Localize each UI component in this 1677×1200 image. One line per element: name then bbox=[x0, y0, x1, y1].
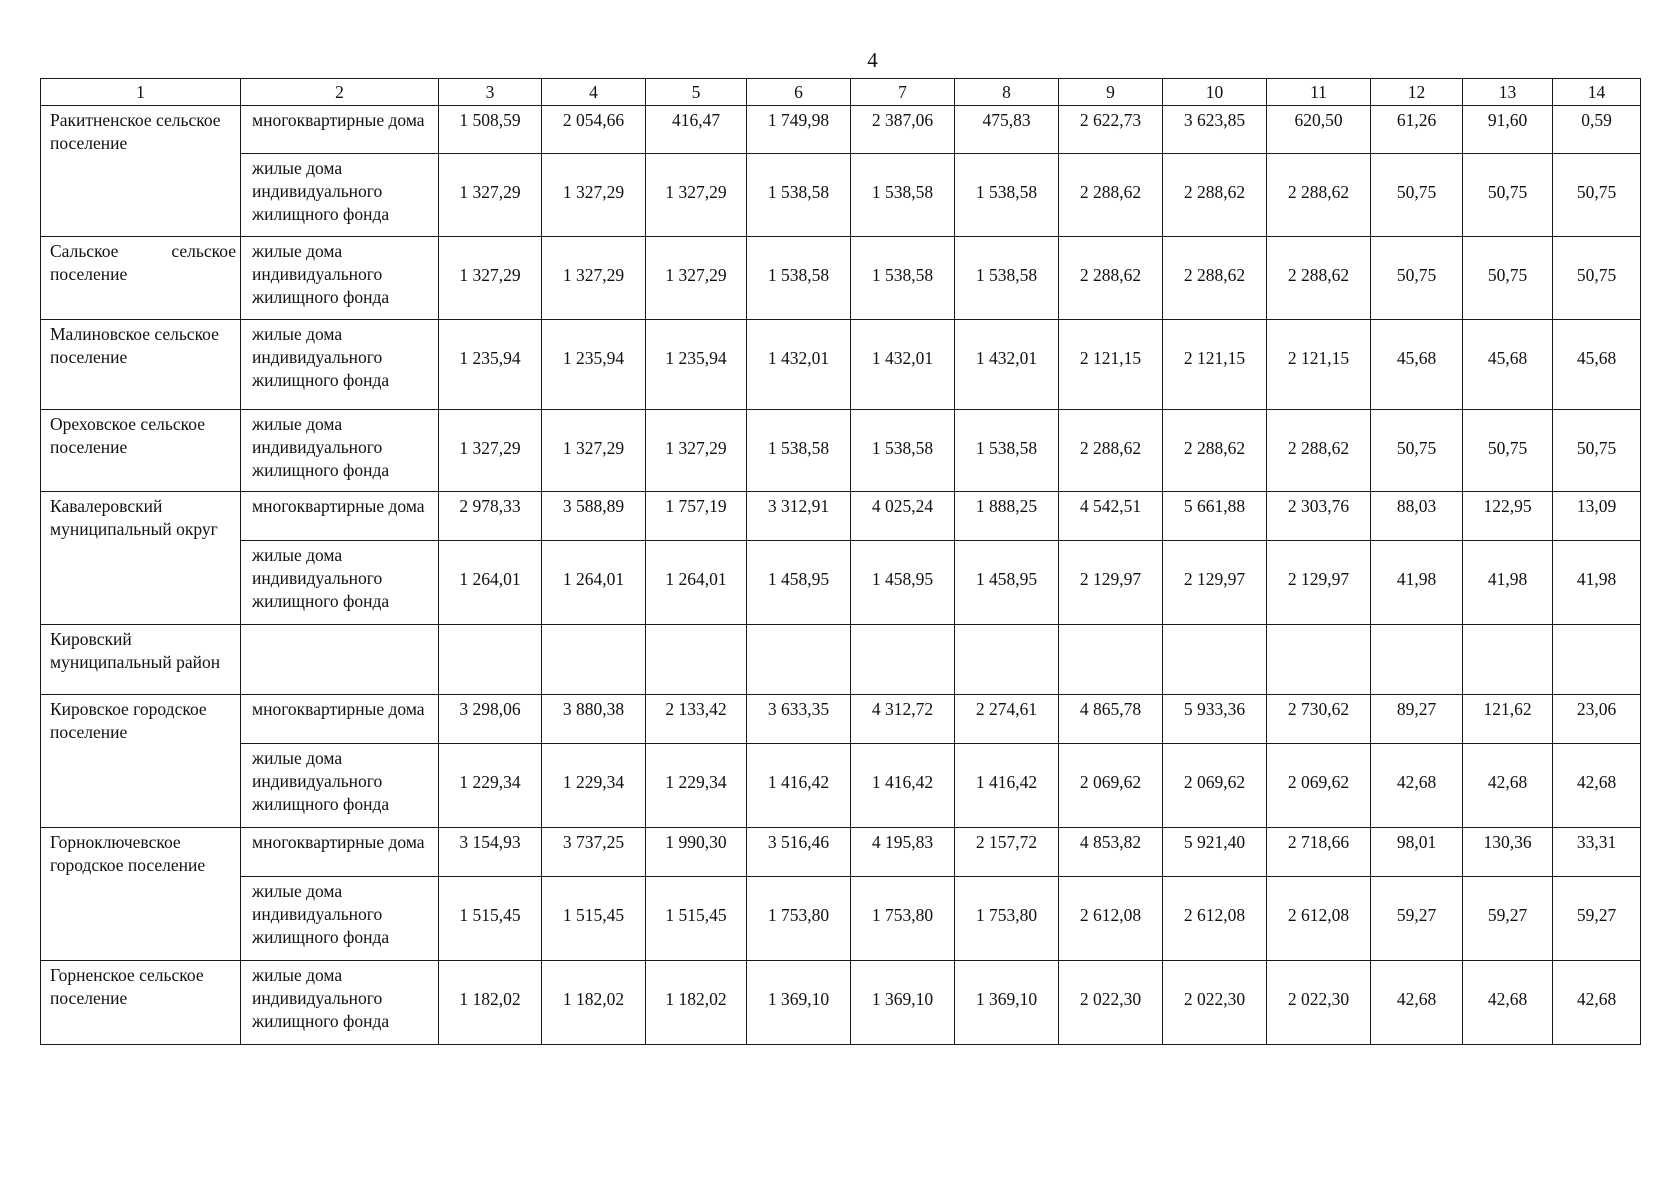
value-cell: 4 312,72 bbox=[851, 695, 955, 744]
value-cell: 2 022,30 bbox=[1163, 961, 1267, 1045]
housing-type-cell: жилые дома индивидуального жилищного фонда bbox=[241, 877, 439, 961]
municipality-cell: Ореховское сельское поселение bbox=[41, 410, 241, 492]
value-cell: 2 274,61 bbox=[955, 695, 1059, 744]
value-cell: 3 880,38 bbox=[542, 695, 646, 744]
value-cell: 2 288,62 bbox=[1267, 237, 1371, 320]
value-cell: 1 327,29 bbox=[646, 410, 747, 492]
value-cell: 59,27 bbox=[1553, 877, 1641, 961]
value-cell: 50,75 bbox=[1463, 410, 1553, 492]
value-cell: 2 288,62 bbox=[1267, 410, 1371, 492]
value-cell: 1 369,10 bbox=[955, 961, 1059, 1045]
column-number-cell: 11 bbox=[1267, 79, 1371, 106]
value-cell: 50,75 bbox=[1463, 237, 1553, 320]
value-cell bbox=[1059, 625, 1163, 695]
value-cell: 50,75 bbox=[1371, 154, 1463, 237]
value-cell bbox=[1163, 625, 1267, 695]
value-cell: 3 154,93 bbox=[439, 828, 542, 877]
municipality-cell: Кировское городское поселение bbox=[41, 695, 241, 828]
value-cell: 1 369,10 bbox=[747, 961, 851, 1045]
value-cell bbox=[747, 625, 851, 695]
value-cell: 1 182,02 bbox=[542, 961, 646, 1045]
value-cell: 0,59 bbox=[1553, 106, 1641, 154]
table-row bbox=[41, 744, 1641, 828]
value-cell: 1 888,25 bbox=[955, 492, 1059, 541]
value-cell: 2 121,15 bbox=[1267, 320, 1371, 410]
value-cell: 50,75 bbox=[1553, 410, 1641, 492]
value-cell: 1 538,58 bbox=[747, 410, 851, 492]
value-cell: 1 515,45 bbox=[439, 877, 542, 961]
value-cell: 59,27 bbox=[1371, 877, 1463, 961]
value-cell: 50,75 bbox=[1553, 154, 1641, 237]
value-cell: 4 865,78 bbox=[1059, 695, 1163, 744]
column-number-cell: 5 bbox=[646, 79, 747, 106]
value-cell: 121,62 bbox=[1463, 695, 1553, 744]
value-cell: 1 458,95 bbox=[747, 541, 851, 625]
table-row bbox=[41, 541, 1641, 625]
value-cell: 1 229,34 bbox=[542, 744, 646, 828]
value-cell: 2 288,62 bbox=[1059, 237, 1163, 320]
municipality-cell: Малиновское сельское поселение bbox=[41, 320, 241, 410]
value-cell: 23,06 bbox=[1553, 695, 1641, 744]
value-cell: 1 229,34 bbox=[439, 744, 542, 828]
value-cell: 1 264,01 bbox=[439, 541, 542, 625]
value-cell bbox=[646, 625, 747, 695]
column-number-cell: 3 bbox=[439, 79, 542, 106]
value-cell: 1 264,01 bbox=[646, 541, 747, 625]
value-cell: 42,68 bbox=[1371, 961, 1463, 1045]
value-cell: 1 538,58 bbox=[955, 237, 1059, 320]
value-cell bbox=[1553, 625, 1641, 695]
value-cell bbox=[955, 625, 1059, 695]
value-cell: 2 978,33 bbox=[439, 492, 542, 541]
value-cell: 3 623,85 bbox=[1163, 106, 1267, 154]
value-cell bbox=[439, 625, 542, 695]
value-cell: 1 458,95 bbox=[955, 541, 1059, 625]
value-cell: 1 369,10 bbox=[851, 961, 955, 1045]
value-cell: 1 327,29 bbox=[646, 154, 747, 237]
value-cell: 1 432,01 bbox=[747, 320, 851, 410]
value-cell: 2 054,66 bbox=[542, 106, 646, 154]
value-cell: 1 235,94 bbox=[439, 320, 542, 410]
value-cell: 1 753,80 bbox=[747, 877, 851, 961]
municipality-cell: Горноключевское городское поселение bbox=[41, 828, 241, 961]
municipality-cell: Кавалеровский муниципальный округ bbox=[41, 492, 241, 625]
value-cell bbox=[851, 625, 955, 695]
value-cell bbox=[542, 625, 646, 695]
value-cell: 42,68 bbox=[1371, 744, 1463, 828]
municipality-cell: Сальское сельское поселение bbox=[41, 237, 241, 320]
value-cell: 98,01 bbox=[1371, 828, 1463, 877]
value-cell: 88,03 bbox=[1371, 492, 1463, 541]
column-number-cell: 13 bbox=[1463, 79, 1553, 106]
value-cell: 4 853,82 bbox=[1059, 828, 1163, 877]
value-cell: 1 749,98 bbox=[747, 106, 851, 154]
value-cell: 41,98 bbox=[1463, 541, 1553, 625]
value-cell: 2 622,73 bbox=[1059, 106, 1163, 154]
value-cell: 1 458,95 bbox=[851, 541, 955, 625]
municipality-cell: Горненское сельское поселение bbox=[41, 961, 241, 1045]
value-cell: 130,36 bbox=[1463, 828, 1553, 877]
value-cell: 2 121,15 bbox=[1163, 320, 1267, 410]
column-number-cell: 8 bbox=[955, 79, 1059, 106]
page-number: 4 bbox=[867, 48, 878, 72]
column-number-cell: 6 bbox=[747, 79, 851, 106]
value-cell: 2 022,30 bbox=[1267, 961, 1371, 1045]
value-cell: 2 612,08 bbox=[1059, 877, 1163, 961]
value-cell: 91,60 bbox=[1463, 106, 1553, 154]
value-cell: 4 025,24 bbox=[851, 492, 955, 541]
value-cell: 1 327,29 bbox=[542, 237, 646, 320]
value-cell: 2 129,97 bbox=[1267, 541, 1371, 625]
value-cell: 1 229,34 bbox=[646, 744, 747, 828]
table-row bbox=[41, 106, 1641, 154]
value-cell: 1 327,29 bbox=[439, 154, 542, 237]
housing-type-cell: жилые дома индивидуального жилищного фонда bbox=[241, 320, 439, 410]
column-number-cell: 1 bbox=[41, 79, 241, 106]
value-cell: 1 538,58 bbox=[851, 237, 955, 320]
value-cell: 2 288,62 bbox=[1163, 154, 1267, 237]
value-cell: 5 661,88 bbox=[1163, 492, 1267, 541]
value-cell: 41,98 bbox=[1553, 541, 1641, 625]
value-cell: 122,95 bbox=[1463, 492, 1553, 541]
housing-type-cell: жилые дома индивидуального жилищного фонда bbox=[241, 961, 439, 1045]
housing-type-cell: многоквартирные дома bbox=[241, 492, 439, 541]
value-cell: 2 022,30 bbox=[1059, 961, 1163, 1045]
value-cell: 3 633,35 bbox=[747, 695, 851, 744]
column-number-cell: 10 bbox=[1163, 79, 1267, 106]
value-cell: 1 235,94 bbox=[646, 320, 747, 410]
value-cell: 1 416,42 bbox=[747, 744, 851, 828]
value-cell: 1 182,02 bbox=[439, 961, 542, 1045]
value-cell: 3 588,89 bbox=[542, 492, 646, 541]
value-cell: 42,68 bbox=[1553, 961, 1641, 1045]
housing-type-cell bbox=[241, 625, 439, 695]
municipality-cell: Кировский муниципальный район bbox=[41, 625, 241, 695]
value-cell: 1 538,58 bbox=[955, 154, 1059, 237]
value-cell: 1 327,29 bbox=[646, 237, 747, 320]
value-cell: 45,68 bbox=[1553, 320, 1641, 410]
value-cell: 45,68 bbox=[1463, 320, 1553, 410]
value-cell: 13,09 bbox=[1553, 492, 1641, 541]
value-cell: 3 312,91 bbox=[747, 492, 851, 541]
value-cell: 50,75 bbox=[1371, 410, 1463, 492]
value-cell: 41,98 bbox=[1371, 541, 1463, 625]
value-cell: 2 069,62 bbox=[1059, 744, 1163, 828]
value-cell: 1 432,01 bbox=[851, 320, 955, 410]
value-cell: 2 612,08 bbox=[1163, 877, 1267, 961]
value-cell: 1 753,80 bbox=[851, 877, 955, 961]
value-cell: 2 303,76 bbox=[1267, 492, 1371, 541]
housing-type-cell: жилые дома индивидуального жилищного фонда bbox=[241, 541, 439, 625]
housing-type-cell: жилые дома индивидуального жилищного фонда bbox=[241, 154, 439, 237]
value-cell: 2 718,66 bbox=[1267, 828, 1371, 877]
value-cell: 1 538,58 bbox=[747, 154, 851, 237]
value-cell bbox=[1267, 625, 1371, 695]
value-cell: 2 288,62 bbox=[1163, 237, 1267, 320]
value-cell: 3 737,25 bbox=[542, 828, 646, 877]
housing-type-cell: жилые дома индивидуального жилищного фонда bbox=[241, 744, 439, 828]
table-row bbox=[41, 410, 1641, 492]
value-cell: 59,27 bbox=[1463, 877, 1553, 961]
value-cell: 1 538,58 bbox=[851, 410, 955, 492]
column-number-cell: 9 bbox=[1059, 79, 1163, 106]
value-cell: 1 327,29 bbox=[542, 154, 646, 237]
housing-type-cell: жилые дома индивидуального жилищного фонда bbox=[241, 410, 439, 492]
value-cell: 2 133,42 bbox=[646, 695, 747, 744]
value-cell: 42,68 bbox=[1553, 744, 1641, 828]
table-row bbox=[41, 625, 1641, 695]
housing-type-cell: многоквартирные дома bbox=[241, 106, 439, 154]
value-cell: 2 288,62 bbox=[1163, 410, 1267, 492]
value-cell: 2 069,62 bbox=[1163, 744, 1267, 828]
value-cell: 1 235,94 bbox=[542, 320, 646, 410]
value-cell: 5 921,40 bbox=[1163, 828, 1267, 877]
value-cell: 3 516,46 bbox=[747, 828, 851, 877]
value-cell: 2 288,62 bbox=[1059, 154, 1163, 237]
value-cell: 50,75 bbox=[1371, 237, 1463, 320]
value-cell: 1 990,30 bbox=[646, 828, 747, 877]
value-cell: 1 508,59 bbox=[439, 106, 542, 154]
value-cell: 475,83 bbox=[955, 106, 1059, 154]
value-cell: 1 538,58 bbox=[747, 237, 851, 320]
value-cell: 2 069,62 bbox=[1267, 744, 1371, 828]
value-cell: 1 753,80 bbox=[955, 877, 1059, 961]
value-cell: 50,75 bbox=[1553, 237, 1641, 320]
value-cell: 1 416,42 bbox=[851, 744, 955, 828]
tariff-table-container bbox=[40, 78, 1641, 1045]
value-cell bbox=[1371, 625, 1463, 695]
value-cell: 3 298,06 bbox=[439, 695, 542, 744]
housing-type-cell: жилые дома индивидуального жилищного фонда bbox=[241, 237, 439, 320]
table-row bbox=[41, 492, 1641, 541]
housing-type-cell: многоквартирные дома bbox=[241, 695, 439, 744]
value-cell: 2 157,72 bbox=[955, 828, 1059, 877]
value-cell: 620,50 bbox=[1267, 106, 1371, 154]
value-cell: 4 195,83 bbox=[851, 828, 955, 877]
value-cell: 2 288,62 bbox=[1267, 154, 1371, 237]
table-row bbox=[41, 695, 1641, 744]
value-cell: 1 432,01 bbox=[955, 320, 1059, 410]
municipality-cell: Ракитненское сельское поселение bbox=[41, 106, 241, 237]
value-cell: 1 327,29 bbox=[542, 410, 646, 492]
value-cell: 2 612,08 bbox=[1267, 877, 1371, 961]
value-cell: 1 538,58 bbox=[955, 410, 1059, 492]
value-cell: 1 182,02 bbox=[646, 961, 747, 1045]
value-cell: 45,68 bbox=[1371, 320, 1463, 410]
value-cell: 1 538,58 bbox=[851, 154, 955, 237]
value-cell: 1 757,19 bbox=[646, 492, 747, 541]
housing-type-cell: многоквартирные дома bbox=[241, 828, 439, 877]
value-cell: 4 542,51 bbox=[1059, 492, 1163, 541]
value-cell: 42,68 bbox=[1463, 961, 1553, 1045]
tariff-table bbox=[40, 78, 1641, 1045]
value-cell: 1 264,01 bbox=[542, 541, 646, 625]
value-cell: 2 129,97 bbox=[1163, 541, 1267, 625]
value-cell: 1 515,45 bbox=[646, 877, 747, 961]
value-cell: 89,27 bbox=[1371, 695, 1463, 744]
column-number-cell: 4 bbox=[542, 79, 646, 106]
value-cell: 2 121,15 bbox=[1059, 320, 1163, 410]
table-row bbox=[41, 237, 1641, 320]
value-cell: 2 730,62 bbox=[1267, 695, 1371, 744]
column-number-cell: 12 bbox=[1371, 79, 1463, 106]
table-row bbox=[41, 828, 1641, 877]
column-number-row bbox=[41, 79, 1641, 106]
column-number-cell: 14 bbox=[1553, 79, 1641, 106]
table-row bbox=[41, 961, 1641, 1045]
value-cell: 42,68 bbox=[1463, 744, 1553, 828]
value-cell: 1 327,29 bbox=[439, 237, 542, 320]
value-cell: 5 933,36 bbox=[1163, 695, 1267, 744]
value-cell: 1 327,29 bbox=[439, 410, 542, 492]
column-number-cell: 7 bbox=[851, 79, 955, 106]
value-cell: 33,31 bbox=[1553, 828, 1641, 877]
value-cell: 2 129,97 bbox=[1059, 541, 1163, 625]
value-cell bbox=[1463, 625, 1553, 695]
value-cell: 1 515,45 bbox=[542, 877, 646, 961]
value-cell: 1 416,42 bbox=[955, 744, 1059, 828]
value-cell: 61,26 bbox=[1371, 106, 1463, 154]
table-row bbox=[41, 320, 1641, 410]
table-row bbox=[41, 877, 1641, 961]
value-cell: 416,47 bbox=[646, 106, 747, 154]
table-row bbox=[41, 154, 1641, 237]
value-cell: 2 288,62 bbox=[1059, 410, 1163, 492]
column-number-cell: 2 bbox=[241, 79, 439, 106]
value-cell: 50,75 bbox=[1463, 154, 1553, 237]
value-cell: 2 387,06 bbox=[851, 106, 955, 154]
